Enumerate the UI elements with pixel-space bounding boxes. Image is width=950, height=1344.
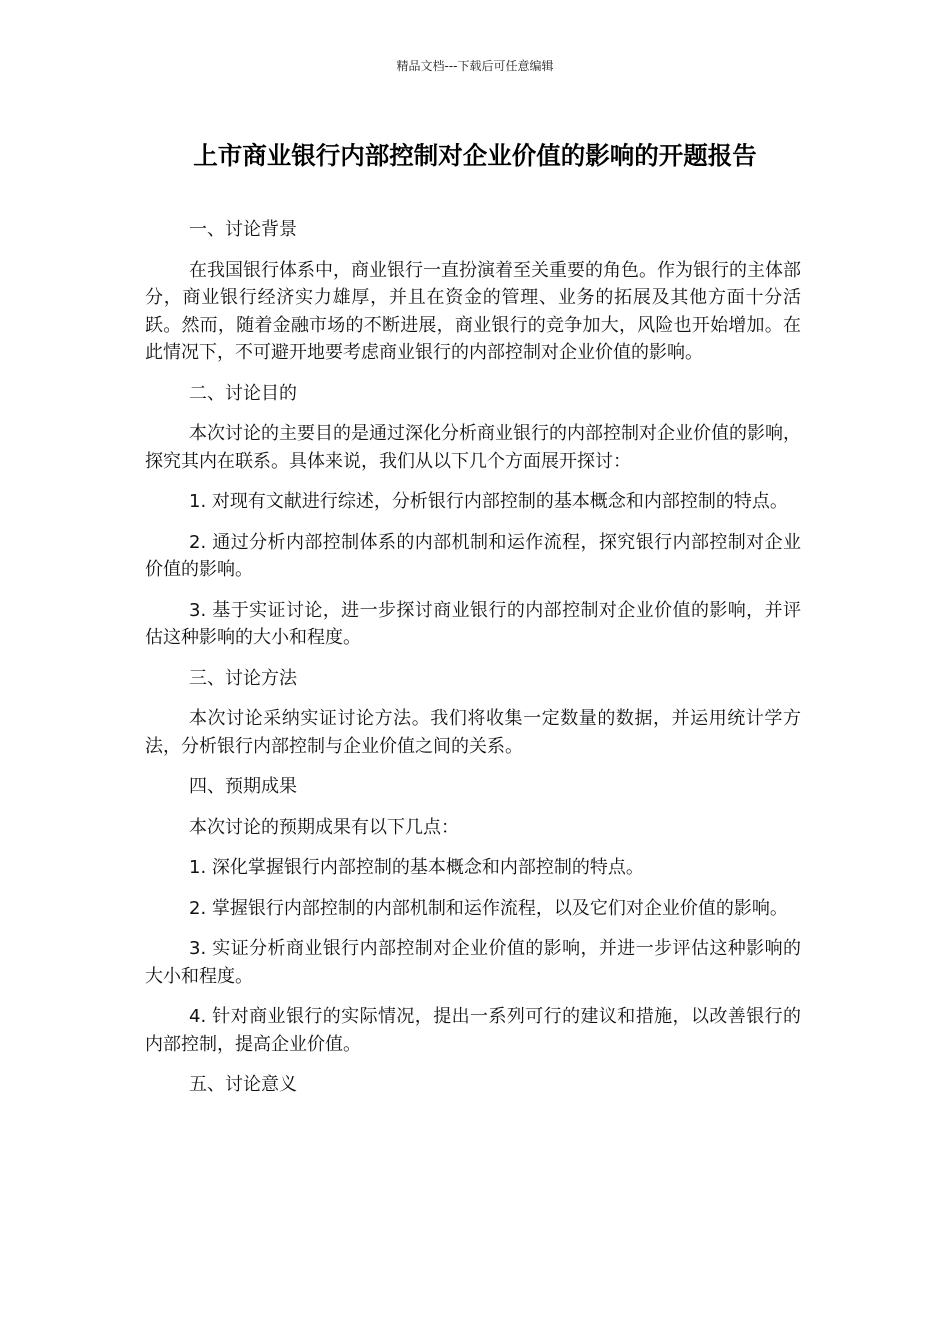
document-title: 上市商业银行内部控制对企业价值的影响的开题报告: [193, 141, 757, 170]
results-item-1: 1. 深化掌握银行内部控制的基本概念和内部控制的特点。: [189, 857, 644, 878]
section-heading-results: 四、预期成果: [189, 776, 297, 797]
purpose-item-2: 2. 通过分析内部控制体系的内部机制和运作流程，探究银行内部控制对企业价值的影响。: [145, 531, 801, 580]
page-header-note: 精品文档---下载后可任意编辑: [396, 59, 554, 73]
section-heading-significance: 五、讨论意义: [189, 1074, 297, 1095]
section-heading-method: 三、讨论方法: [189, 667, 297, 689]
paragraph-background: 在我国银行体系中，商业银行一直扮演着至关重要的角色。作为银行的主体部分，商业银行经济实力雄厚，并且在资金的管理、业务的拓展及其他方面十分活跃。然而，随着金融市场的不断进展，商业银行的竞争加大，风险也开始增加。在此情况下，不可避开地要考虑商业银行的内部控制对企业价值的影响。: [145, 259, 801, 363]
results-item-4: 4. 针对商业银行的实际情况，提出一系列可行的建议和措施，以改善银行的内部控制，提高企业价值。: [145, 1006, 801, 1055]
purpose-item-1: 1. 对现有文献进行综述，分析银行内部控制的基本概念和内部控制的特点。: [189, 491, 788, 512]
section-heading-background: 一、讨论背景: [189, 219, 297, 240]
document-body: [145, 216, 801, 1112]
paragraph-purpose: 本次讨论的主要目的是通过深化分析商业银行的内部控制对企业价值的影响，探究其内在联系。具体来说，我们从以下几个方面展开探讨：: [145, 423, 801, 472]
paragraph-results-intro: 本次讨论的预期成果有以下几点：: [189, 816, 459, 838]
section-heading-purpose: 二、讨论目的: [189, 382, 297, 404]
results-item-2: 2. 掌握银行内部控制的内部机制和运作流程，以及它们对企业价值的影响。: [189, 897, 788, 919]
purpose-item-3: 3. 基于实证讨论，进一步探讨商业银行的内部控制对企业价值的影响，并评估这种影响的大小和程度。: [145, 599, 801, 648]
results-item-3: 3. 实证分析商业银行内部控制对企业价值的影响，并进一步评估这种影响的大小和程度。: [145, 938, 801, 987]
paragraph-method: 本次讨论采纳实证讨论方法。我们将收集一定数量的数据，并运用统计学方法，分析银行内部控制与企业价值之间的关系。: [145, 708, 801, 757]
